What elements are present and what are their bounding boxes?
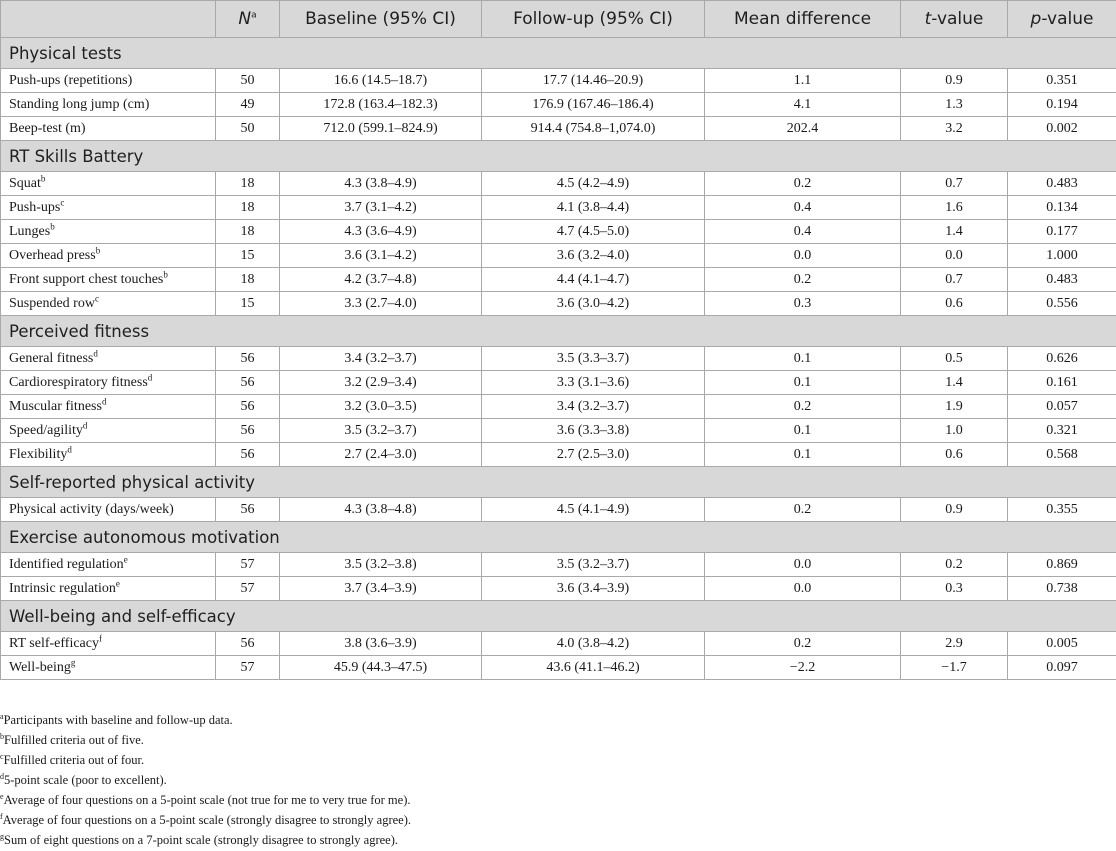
footnote-mark: b	[0, 731, 4, 741]
table-row	[1, 577, 1116, 601]
row-label-text: Well-being	[9, 659, 71, 675]
row-label-text: Flexibility	[9, 446, 68, 462]
row-label	[1, 632, 216, 656]
header-baseline: Baseline (95% CI)	[280, 1, 482, 38]
section-title: Well-being and self-efficacy	[1, 601, 1116, 632]
cell-mean-difference: 0.2	[705, 498, 901, 522]
cell-p-value: 0.177	[1008, 220, 1116, 244]
cell-t-value: 3.2	[901, 117, 1008, 141]
cell-t-value: 0.9	[901, 498, 1008, 522]
section-header-row	[1, 141, 1116, 172]
cell-t-value: 1.4	[901, 220, 1008, 244]
cell-n: 57	[216, 577, 280, 601]
table-row	[1, 196, 1116, 220]
table-row	[1, 443, 1116, 467]
table-row	[1, 371, 1116, 395]
cell-mean-difference: 0.1	[705, 419, 901, 443]
section-title: Self-reported physical activity	[1, 467, 1116, 498]
section-header-row	[1, 467, 1116, 498]
footnote	[0, 710, 411, 730]
cell-baseline: 4.3 (3.8–4.8)	[280, 498, 482, 522]
footnote-mark: g	[70, 656, 76, 667]
table-row	[1, 292, 1116, 316]
row-label	[1, 577, 216, 601]
cell-n: 57	[216, 656, 280, 680]
footnote	[0, 750, 411, 770]
table-row	[1, 395, 1116, 419]
cell-mean-difference: −2.2	[705, 656, 901, 680]
row-label-text: Cardiorespiratory fitness	[9, 374, 148, 390]
footnote-text: Average of four questions on a 5-point scale (strongly disagree to strongly agree).	[2, 813, 411, 827]
cell-mean-difference: 0.4	[705, 220, 901, 244]
cell-p-value: 0.738	[1008, 577, 1116, 601]
table-row	[1, 632, 1116, 656]
cell-t-value: 1.6	[901, 196, 1008, 220]
row-label	[1, 244, 216, 268]
cell-p-value: 0.556	[1008, 292, 1116, 316]
footnote-mark: e	[123, 553, 128, 564]
cell-mean-difference: 0.3	[705, 292, 901, 316]
cell-followup: 3.3 (3.1–3.6)	[482, 371, 705, 395]
cell-baseline: 45.9 (44.3–47.5)	[280, 656, 482, 680]
cell-t-value: 0.0	[901, 244, 1008, 268]
footnote-mark: d	[101, 395, 107, 406]
cell-t-value: 1.9	[901, 395, 1008, 419]
cell-followup: 3.6 (3.2–4.0)	[482, 244, 705, 268]
section-title: Exercise autonomous motivation	[1, 522, 1116, 553]
cell-p-value: 0.568	[1008, 443, 1116, 467]
row-label-text: Beep-test (m)	[9, 120, 86, 136]
header-mean-difference: Mean difference	[705, 1, 901, 38]
footnote-mark: e	[115, 577, 120, 588]
row-label	[1, 371, 216, 395]
footnote-mark: d	[93, 347, 98, 358]
cell-mean-difference: 202.4	[705, 117, 901, 141]
footnote-mark: c	[60, 196, 65, 207]
cell-baseline: 3.8 (3.6–3.9)	[280, 632, 482, 656]
row-label-text: Push-ups	[9, 199, 61, 215]
cell-p-value: 0.626	[1008, 347, 1116, 371]
cell-followup: 4.5 (4.2–4.9)	[482, 172, 705, 196]
row-label-text: Front support chest touches	[9, 271, 164, 287]
cell-t-value: 1.3	[901, 93, 1008, 117]
cell-n: 56	[216, 347, 280, 371]
row-label-text: Squat	[9, 175, 41, 191]
table-row	[1, 244, 1116, 268]
cell-n: 18	[216, 268, 280, 292]
header-row	[1, 1, 1116, 38]
row-label	[1, 69, 216, 93]
table-row	[1, 498, 1116, 522]
cell-p-value: 1.000	[1008, 244, 1116, 268]
cell-followup: 2.7 (2.5–3.0)	[482, 443, 705, 467]
row-label-text: Standing long jump (cm)	[9, 96, 150, 112]
section-title: RT Skills Battery	[1, 141, 1116, 172]
cell-p-value: 0.194	[1008, 93, 1116, 117]
cell-n: 56	[216, 443, 280, 467]
row-label	[1, 196, 216, 220]
header-t-rest: -value	[931, 9, 984, 29]
cell-baseline: 4.3 (3.8–4.9)	[280, 172, 482, 196]
cell-t-value: 0.9	[901, 69, 1008, 93]
header-followup: Follow-up (95% CI)	[482, 1, 705, 38]
section-header-row	[1, 601, 1116, 632]
row-label-text: General fitness	[9, 350, 94, 366]
cell-followup: 3.4 (3.2–3.7)	[482, 395, 705, 419]
cell-followup: 4.4 (4.1–4.7)	[482, 268, 705, 292]
table-row	[1, 220, 1116, 244]
cell-mean-difference: 4.1	[705, 93, 901, 117]
footnote-text: 5-point scale (poor to excellent).	[4, 773, 167, 787]
header-p-italic: p	[1030, 9, 1042, 29]
footnote	[0, 730, 411, 750]
cell-mean-difference: 0.4	[705, 196, 901, 220]
header-p-rest: -value	[1041, 9, 1094, 29]
table-row	[1, 656, 1116, 680]
cell-n: 49	[216, 93, 280, 117]
cell-t-value: 1.0	[901, 419, 1008, 443]
cell-n: 18	[216, 172, 280, 196]
cell-baseline: 3.2 (3.0–3.5)	[280, 395, 482, 419]
footnote	[0, 770, 411, 790]
table-row	[1, 172, 1116, 196]
cell-baseline: 3.7 (3.1–4.2)	[280, 196, 482, 220]
cell-baseline: 4.2 (3.7–4.8)	[280, 268, 482, 292]
cell-n: 15	[216, 244, 280, 268]
cell-mean-difference: 0.2	[705, 632, 901, 656]
row-label	[1, 117, 216, 141]
footnote-text: Fulfilled criteria out of four.	[3, 753, 145, 767]
cell-p-value: 0.869	[1008, 553, 1116, 577]
cell-p-value: 0.097	[1008, 656, 1116, 680]
row-label	[1, 347, 216, 371]
cell-baseline: 4.3 (3.6–4.9)	[280, 220, 482, 244]
header-label-blank	[1, 1, 216, 38]
header-t-value	[901, 1, 1008, 38]
cell-followup: 17.7 (14.46–20.9)	[482, 69, 705, 93]
section-header-row	[1, 316, 1116, 347]
row-label-text: Suspended row	[9, 295, 95, 311]
footnote-mark: f	[99, 632, 102, 643]
row-label	[1, 395, 216, 419]
footnote-text: Sum of eight questions on a 7-point scale (strongly disagree to strongly agree).	[4, 833, 399, 847]
cell-t-value: 0.2	[901, 553, 1008, 577]
cell-followup: 4.0 (3.8–4.2)	[482, 632, 705, 656]
footnote-text: Participants with baseline and follow-up data.	[3, 713, 233, 727]
footnote-mark: b	[95, 244, 101, 255]
cell-p-value: 0.483	[1008, 268, 1116, 292]
header-n-label: N	[238, 9, 252, 29]
cell-t-value: 0.6	[901, 292, 1008, 316]
row-label-text: RT self-efficacy	[9, 635, 99, 651]
cell-baseline: 3.5 (3.2–3.8)	[280, 553, 482, 577]
cell-mean-difference: 0.2	[705, 172, 901, 196]
footnote-mark: b	[50, 220, 55, 231]
cell-followup: 4.7 (4.5–5.0)	[482, 220, 705, 244]
cell-n: 18	[216, 220, 280, 244]
footnote-text: Average of four questions on a 5-point scale (not true for me to very true for me).	[3, 793, 411, 807]
row-label	[1, 268, 216, 292]
table-row	[1, 347, 1116, 371]
cell-n: 56	[216, 498, 280, 522]
cell-p-value: 0.355	[1008, 498, 1116, 522]
cell-p-value: 0.002	[1008, 117, 1116, 141]
cell-baseline: 16.6 (14.5–18.7)	[280, 69, 482, 93]
row-label	[1, 419, 216, 443]
cell-followup: 176.9 (167.46–186.4)	[482, 93, 705, 117]
cell-followup: 914.4 (754.8–1,074.0)	[482, 117, 705, 141]
cell-t-value: −1.7	[901, 656, 1008, 680]
cell-p-value: 0.351	[1008, 69, 1116, 93]
cell-n: 56	[216, 395, 280, 419]
footnote-mark: d	[67, 443, 72, 454]
cell-n: 15	[216, 292, 280, 316]
cell-followup: 4.1 (3.8–4.4)	[482, 196, 705, 220]
cell-n: 56	[216, 371, 280, 395]
table-row	[1, 93, 1116, 117]
cell-p-value: 0.321	[1008, 419, 1116, 443]
cell-mean-difference: 0.0	[705, 553, 901, 577]
footnote	[0, 830, 411, 850]
row-label	[1, 220, 216, 244]
cell-mean-difference: 0.2	[705, 395, 901, 419]
row-label-text: Overhead press	[9, 247, 96, 263]
cell-n: 56	[216, 632, 280, 656]
table-row	[1, 268, 1116, 292]
footnote-mark: b	[40, 172, 46, 183]
row-label-text: Identified regulation	[9, 556, 124, 572]
cell-t-value: 0.3	[901, 577, 1008, 601]
cell-mean-difference: 0.1	[705, 347, 901, 371]
cell-t-value: 1.4	[901, 371, 1008, 395]
cell-baseline: 712.0 (599.1–824.9)	[280, 117, 482, 141]
footnote-text: Fulfilled criteria out of five.	[4, 733, 144, 747]
cell-n: 18	[216, 196, 280, 220]
cell-n: 50	[216, 117, 280, 141]
cell-baseline: 3.3 (2.7–4.0)	[280, 292, 482, 316]
cell-mean-difference: 0.0	[705, 244, 901, 268]
table-body	[1, 38, 1116, 680]
footnote-mark: e	[0, 791, 4, 801]
cell-baseline: 3.7 (3.4–3.9)	[280, 577, 482, 601]
row-label	[1, 93, 216, 117]
row-label-text: Physical activity (days/week)	[9, 501, 174, 517]
cell-followup: 3.5 (3.3–3.7)	[482, 347, 705, 371]
footnote-mark: a	[0, 711, 4, 721]
cell-t-value: 0.6	[901, 443, 1008, 467]
cell-mean-difference: 0.0	[705, 577, 901, 601]
cell-mean-difference: 0.2	[705, 268, 901, 292]
cell-mean-difference: 0.1	[705, 371, 901, 395]
section-title: Perceived fitness	[1, 316, 1116, 347]
cell-p-value: 0.161	[1008, 371, 1116, 395]
cell-baseline: 172.8 (163.4–182.3)	[280, 93, 482, 117]
cell-baseline: 3.6 (3.1–4.2)	[280, 244, 482, 268]
cell-p-value: 0.057	[1008, 395, 1116, 419]
cell-baseline: 3.2 (2.9–3.4)	[280, 371, 482, 395]
footnote-mark: g	[0, 831, 4, 841]
header-t-italic: t	[924, 9, 932, 29]
section-header-row	[1, 522, 1116, 553]
cell-baseline: 2.7 (2.4–3.0)	[280, 443, 482, 467]
table-row	[1, 69, 1116, 93]
row-label	[1, 292, 216, 316]
cell-t-value: 0.7	[901, 268, 1008, 292]
footnote-mark: d	[147, 371, 153, 382]
cell-baseline: 3.4 (3.2–3.7)	[280, 347, 482, 371]
table-row	[1, 117, 1116, 141]
cell-p-value: 0.134	[1008, 196, 1116, 220]
cell-t-value: 0.7	[901, 172, 1008, 196]
footnote-mark: f	[0, 811, 3, 821]
footnote-mark: d	[82, 419, 88, 430]
row-label	[1, 443, 216, 467]
header-n-sup: a	[251, 10, 257, 21]
row-label	[1, 553, 216, 577]
cell-mean-difference: 1.1	[705, 69, 901, 93]
row-label	[1, 656, 216, 680]
cell-p-value: 0.005	[1008, 632, 1116, 656]
footnote-mark: c	[0, 751, 4, 761]
cell-n: 56	[216, 419, 280, 443]
footnote-mark: d	[0, 771, 4, 781]
row-label	[1, 498, 216, 522]
cell-followup: 3.6 (3.4–3.9)	[482, 577, 705, 601]
footnote	[0, 790, 411, 810]
cell-baseline: 3.5 (3.2–3.7)	[280, 419, 482, 443]
cell-followup: 3.6 (3.0–4.2)	[482, 292, 705, 316]
footnotes	[0, 710, 411, 850]
cell-t-value: 0.5	[901, 347, 1008, 371]
cell-t-value: 2.9	[901, 632, 1008, 656]
cell-p-value: 0.483	[1008, 172, 1116, 196]
header-n	[216, 1, 280, 38]
cell-n: 50	[216, 69, 280, 93]
cell-followup: 43.6 (41.1–46.2)	[482, 656, 705, 680]
section-title: Physical tests	[1, 38, 1116, 69]
cell-n: 57	[216, 553, 280, 577]
row-label-text: Intrinsic regulation	[9, 580, 116, 596]
header-p-value	[1008, 1, 1116, 38]
section-header-row	[1, 38, 1116, 69]
row-label-text: Speed/agility	[9, 422, 83, 438]
cell-followup: 4.5 (4.1–4.9)	[482, 498, 705, 522]
row-label-text: Lunges	[9, 223, 51, 239]
footnote	[0, 810, 411, 830]
cell-followup: 3.5 (3.2–3.7)	[482, 553, 705, 577]
footnote-mark: b	[163, 268, 168, 279]
table-row	[1, 553, 1116, 577]
row-label-text: Muscular fitness	[9, 398, 102, 414]
row-label	[1, 172, 216, 196]
cell-followup: 3.6 (3.3–3.8)	[482, 419, 705, 443]
row-label-text: Push-ups (repetitions)	[9, 72, 133, 88]
cell-mean-difference: 0.1	[705, 443, 901, 467]
footnote-mark: c	[94, 292, 99, 303]
table-row	[1, 419, 1116, 443]
